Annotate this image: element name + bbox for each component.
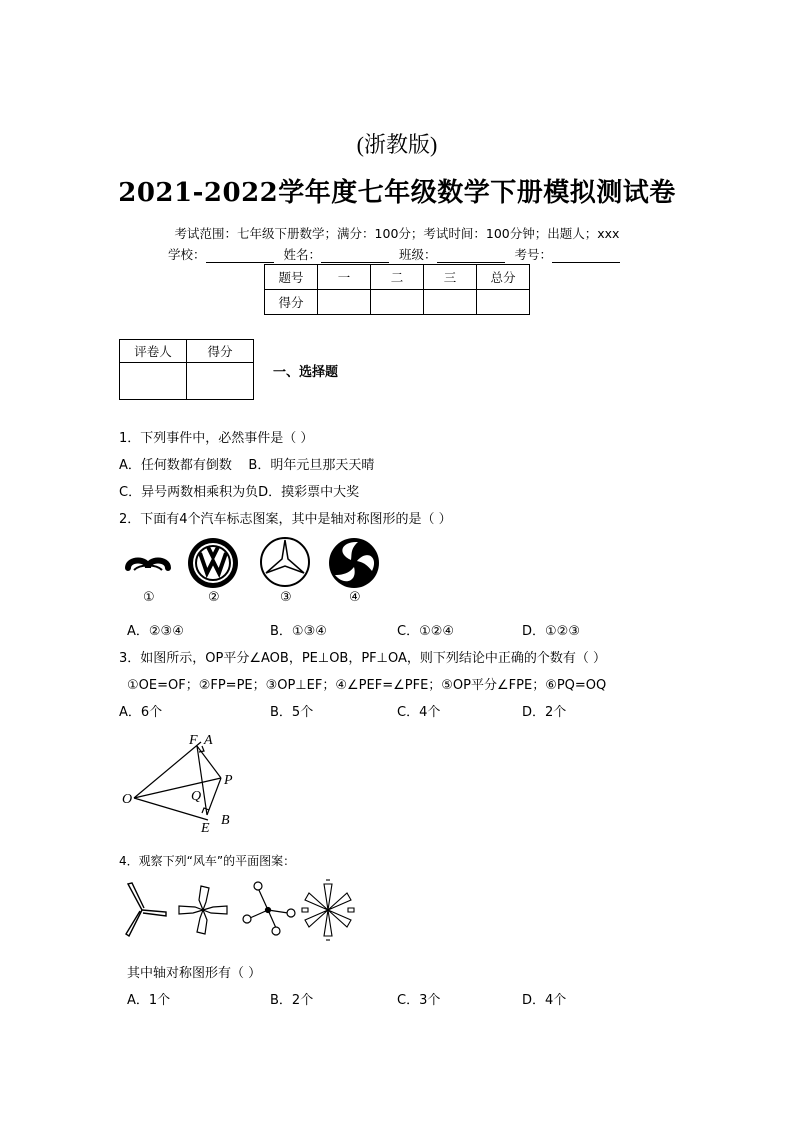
question-2-option-c: C．①②④ [397,624,455,639]
vw-like-logo-icon [188,538,238,588]
label-f: F [189,733,198,748]
class-blank [437,250,505,263]
grader-table [119,339,254,400]
windmill-figures [118,876,363,944]
label-e: E [201,821,210,836]
number-label: 考号： [514,247,552,262]
question-4-option-c: C．3个 [397,993,441,1008]
label-o: O [122,792,133,807]
score-cell [318,290,371,315]
question-4-option-d: D．4个 [522,993,567,1008]
score-table [264,264,530,315]
score-table-header: 三 [424,265,477,290]
question-4-option-b: B．2个 [270,993,314,1008]
logo-label-1: ① [143,590,155,605]
label-a: A [204,733,213,748]
score-table-score-row [265,290,530,315]
question-2-option-b: B．①③④ [270,624,327,639]
grader-score-header: 得分 [187,340,254,363]
windmill-4-icon [302,880,354,940]
name-blank [321,250,389,263]
score-table-header: 题号 [265,265,318,290]
bisector-op [134,778,221,798]
score-table-header: 二 [371,265,424,290]
windmill-1-icon [126,883,166,936]
question-2-option-a: A．②③④ [127,624,184,639]
question-4-sub: 其中轴对称图形有（ ） [127,966,262,981]
name-label: 姓名： [283,247,321,262]
question-4-stem: 4．观察下列“风车”的平面图案： [119,854,296,868]
question-3-stem: 3．如图所示，OP平分∠AOB，PE⊥OB，PF⊥OA，则下列结论中正确的个数有（ ） [119,651,607,666]
logo-label-3: ③ [280,590,292,605]
question-2-option-d: D．①②③ [522,624,580,639]
question-3-option-a: A．6个 [119,705,163,720]
exam-info-line: 考试范围：七年级下册数学；满分：100分；考试时间：100分钟；出题人；xxx [174,226,620,241]
windmill-2-icon [179,886,227,934]
infiniti-like-logo-icon [128,561,168,571]
label-b: B [221,813,230,828]
question-2-stem: 2．下面有4个汽车标志图案，其中是轴对称图形的是（ ） [119,512,452,527]
pinwheel-logo-icon [329,538,379,588]
school-blank [206,250,274,263]
number-blank [552,250,620,263]
student-info-line [0,245,794,263]
question-3-option-d: D．2个 [522,705,567,720]
windmill-3-icon [243,882,295,935]
label-p: P [224,773,233,788]
grader-header: 评卷人 [120,340,187,363]
score-table-header: 总分 [477,265,530,290]
question-3-option-c: C．4个 [397,705,441,720]
logo-label-2: ② [208,590,220,605]
three-point-star-logo-icon [261,538,309,586]
question-1-options-cd: C．异号两数相乘积为负D．摸彩票中大奖 [119,485,360,500]
score-cell [424,290,477,315]
car-logos [118,532,398,592]
grader-score-cell [187,363,254,400]
section-heading: 一、选择题 [273,365,339,380]
edition-label: (浙教版) [356,132,438,157]
score-row-label: 得分 [265,290,318,315]
angle-bisector-figure [118,730,248,840]
exam-title: 2021-2022学年度七年级数学下册模拟测试卷 [118,178,676,208]
score-table-header-row [265,265,530,290]
score-cell [477,290,530,315]
score-table-header: 一 [318,265,371,290]
score-cell [371,290,424,315]
class-label: 班级： [398,247,437,262]
question-3-option-b: B．5个 [270,705,314,720]
question-1-stem: 1．下列事件中，必然事件是（ ） [119,431,314,446]
logo-label-4: ④ [349,590,361,605]
grader-cell [120,363,187,400]
question-1-options-ab: A．任何数都有倒数 B．明年元旦那天天晴 [119,458,375,473]
question-4-option-a: A．1个 [127,993,171,1008]
question-3-conclusions: ①OE=OF；②FP=PE；③OP⊥EF；④∠PEF=∠PFE；⑤OP平分∠FPE；⑥PQ=OQ [127,678,607,693]
school-label: 学校： [167,247,206,262]
label-q: Q [191,789,202,804]
